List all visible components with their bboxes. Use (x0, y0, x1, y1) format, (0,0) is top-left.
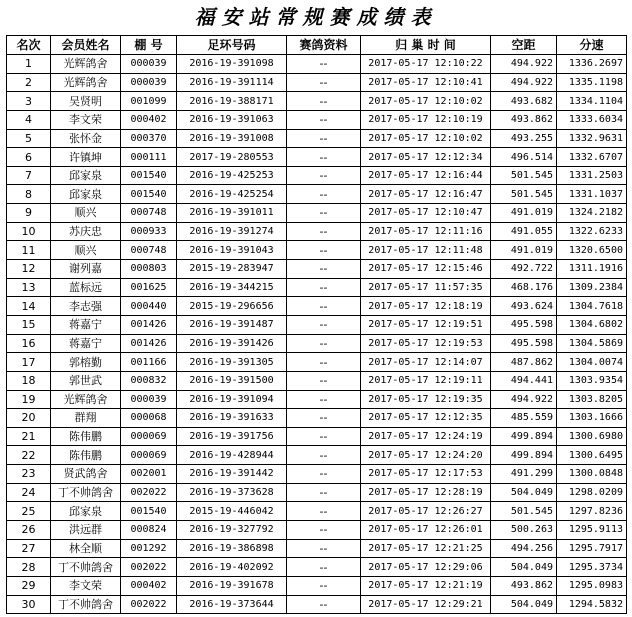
ring-number-cell: 2016-19-391043 (177, 241, 287, 260)
member-name-cell: 顺兴 (51, 241, 121, 260)
ring-number-cell: 2016-19-391094 (177, 390, 287, 409)
distance-cell: 495.598 (491, 334, 557, 353)
pigeon-info-cell: -- (287, 409, 361, 428)
speed-cell: 1295.7917 (557, 539, 627, 558)
table-row (7, 297, 627, 316)
table-row (7, 576, 627, 595)
table-row (7, 222, 627, 241)
distance-cell: 491.055 (491, 222, 557, 241)
speed-cell: 1303.8205 (557, 390, 627, 409)
distance-cell: 491.019 (491, 241, 557, 260)
rank-cell: 28 (7, 558, 51, 577)
member-name-cell: 谢列嘉 (51, 260, 121, 279)
speed-cell: 1311.1916 (557, 260, 627, 279)
distance-cell: 491.299 (491, 465, 557, 484)
pigeon-info-cell: -- (287, 222, 361, 241)
loft-number-cell: 000370 (121, 129, 177, 148)
arrival-time-cell: 2017-05-17 12:10:02 (361, 92, 491, 111)
speed-cell: 1303.1666 (557, 409, 627, 428)
loft-number-cell: 000039 (121, 390, 177, 409)
ring-number-cell: 2016-19-391426 (177, 334, 287, 353)
distance-cell: 495.598 (491, 315, 557, 334)
ring-number-cell: 2015-19-283947 (177, 260, 287, 279)
member-name-cell: 邱家泉 (51, 502, 121, 521)
arrival-time-cell: 2017-05-17 12:24:20 (361, 446, 491, 465)
ring-number-cell: 2016-19-391008 (177, 129, 287, 148)
loft-number-cell: 000039 (121, 73, 177, 92)
pigeon-info-cell: -- (287, 185, 361, 204)
header-loft-number: 棚 号 (121, 36, 177, 55)
table-row (7, 73, 627, 92)
distance-cell: 496.514 (491, 148, 557, 167)
arrival-time-cell: 2017-05-17 12:29:21 (361, 595, 491, 614)
speed-cell: 1336.2697 (557, 55, 627, 74)
distance-cell: 499.894 (491, 427, 557, 446)
arrival-time-cell: 2017-05-17 12:10:19 (361, 110, 491, 129)
loft-number-cell: 001166 (121, 353, 177, 372)
member-name-cell: 李文荣 (51, 576, 121, 595)
table-row (7, 92, 627, 111)
rank-cell: 2 (7, 73, 51, 92)
table-row (7, 521, 627, 540)
loft-number-cell: 000748 (121, 204, 177, 223)
table-row (7, 409, 627, 428)
arrival-time-cell: 2017-05-17 12:29:06 (361, 558, 491, 577)
pigeon-info-cell: -- (287, 558, 361, 577)
pigeon-info-cell: -- (287, 297, 361, 316)
arrival-time-cell: 2017-05-17 12:14:07 (361, 353, 491, 372)
distance-cell: 504.049 (491, 483, 557, 502)
rank-cell: 8 (7, 185, 51, 204)
speed-cell: 1335.1198 (557, 73, 627, 92)
member-name-cell: 贤武鸽舍 (51, 465, 121, 484)
distance-cell: 493.682 (491, 92, 557, 111)
loft-number-cell: 001292 (121, 539, 177, 558)
arrival-time-cell: 2017-05-17 12:19:11 (361, 371, 491, 390)
pigeon-info-cell: -- (287, 204, 361, 223)
rank-cell: 20 (7, 409, 51, 428)
member-name-cell: 邱家泉 (51, 185, 121, 204)
speed-cell: 1331.1037 (557, 185, 627, 204)
member-name-cell: 蒋嘉宁 (51, 334, 121, 353)
loft-number-cell: 000832 (121, 371, 177, 390)
arrival-time-cell: 2017-05-17 12:17:53 (361, 465, 491, 484)
speed-cell: 1295.0983 (557, 576, 627, 595)
pigeon-info-cell: -- (287, 446, 361, 465)
pigeon-info-cell: -- (287, 315, 361, 334)
pigeon-info-cell: -- (287, 278, 361, 297)
rank-cell: 10 (7, 222, 51, 241)
arrival-time-cell: 2017-05-17 12:21:19 (361, 576, 491, 595)
distance-cell: 501.545 (491, 502, 557, 521)
speed-cell: 1324.2182 (557, 204, 627, 223)
header-speed: 分速 (557, 36, 627, 55)
table-row (7, 558, 627, 577)
header-pigeon-info: 赛鸽资料 (287, 36, 361, 55)
ring-number-cell: 2016-19-344215 (177, 278, 287, 297)
member-name-cell: 群翔 (51, 409, 121, 428)
ring-number-cell: 2016-19-391274 (177, 222, 287, 241)
loft-number-cell: 000803 (121, 260, 177, 279)
pigeon-info-cell: -- (287, 55, 361, 74)
rank-cell: 11 (7, 241, 51, 260)
speed-cell: 1300.0848 (557, 465, 627, 484)
results-table (6, 35, 627, 614)
distance-cell: 501.545 (491, 166, 557, 185)
table-row (7, 390, 627, 409)
distance-cell: 499.894 (491, 446, 557, 465)
arrival-time-cell: 2017-05-17 12:26:27 (361, 502, 491, 521)
member-name-cell: 李志强 (51, 297, 121, 316)
rank-cell: 17 (7, 353, 51, 372)
pigeon-info-cell: -- (287, 148, 361, 167)
arrival-time-cell: 2017-05-17 12:28:19 (361, 483, 491, 502)
loft-number-cell: 002022 (121, 558, 177, 577)
member-name-cell: 陈伟鹏 (51, 446, 121, 465)
header-row (7, 36, 627, 55)
table-row (7, 315, 627, 334)
loft-number-cell: 000111 (121, 148, 177, 167)
arrival-time-cell: 2017-05-17 12:19:53 (361, 334, 491, 353)
table-row (7, 446, 627, 465)
member-name-cell: 光辉鸽舍 (51, 73, 121, 92)
pigeon-info-cell: -- (287, 92, 361, 111)
rank-cell: 15 (7, 315, 51, 334)
loft-number-cell: 002022 (121, 595, 177, 614)
table-row (7, 353, 627, 372)
distance-cell: 485.559 (491, 409, 557, 428)
speed-cell: 1304.0074 (557, 353, 627, 372)
table-row (7, 371, 627, 390)
header-arrival-time: 归 巢 时 间 (361, 36, 491, 55)
speed-cell: 1297.8236 (557, 502, 627, 521)
pigeon-info-cell: -- (287, 260, 361, 279)
rank-cell: 6 (7, 148, 51, 167)
header-member-name: 会员姓名 (51, 36, 121, 55)
pigeon-info-cell: -- (287, 73, 361, 92)
table-row (7, 334, 627, 353)
arrival-time-cell: 2017-05-17 12:12:35 (361, 409, 491, 428)
distance-cell: 494.922 (491, 390, 557, 409)
rank-cell: 21 (7, 427, 51, 446)
loft-number-cell: 000402 (121, 110, 177, 129)
arrival-time-cell: 2017-05-17 12:19:51 (361, 315, 491, 334)
rank-cell: 14 (7, 297, 51, 316)
member-name-cell: 郭世武 (51, 371, 121, 390)
arrival-time-cell: 2017-05-17 12:10:02 (361, 129, 491, 148)
ring-number-cell: 2016-19-386898 (177, 539, 287, 558)
header-rank: 名次 (7, 36, 51, 55)
table-row (7, 166, 627, 185)
speed-cell: 1332.9631 (557, 129, 627, 148)
pigeon-info-cell: -- (287, 353, 361, 372)
distance-cell: 491.019 (491, 204, 557, 223)
rank-cell: 3 (7, 92, 51, 111)
loft-number-cell: 000069 (121, 427, 177, 446)
ring-number-cell: 2016-19-391305 (177, 353, 287, 372)
distance-cell: 500.263 (491, 521, 557, 540)
speed-cell: 1331.2503 (557, 166, 627, 185)
arrival-time-cell: 2017-05-17 12:18:19 (361, 297, 491, 316)
member-name-cell: 李文荣 (51, 110, 121, 129)
loft-number-cell: 001540 (121, 185, 177, 204)
table-row (7, 595, 627, 614)
member-name-cell: 郭榕勤 (51, 353, 121, 372)
arrival-time-cell: 2017-05-17 11:57:35 (361, 278, 491, 297)
ring-number-cell: 2016-19-391756 (177, 427, 287, 446)
distance-cell: 494.256 (491, 539, 557, 558)
loft-number-cell: 000402 (121, 576, 177, 595)
rank-cell: 19 (7, 390, 51, 409)
ring-number-cell: 2016-19-402092 (177, 558, 287, 577)
member-name-cell: 张怀金 (51, 129, 121, 148)
distance-cell: 494.922 (491, 55, 557, 74)
table-row (7, 55, 627, 74)
rank-cell: 9 (7, 204, 51, 223)
page-title: 福安站常规赛成绩表 (194, 5, 438, 29)
ring-number-cell: 2016-19-391633 (177, 409, 287, 428)
rank-cell: 5 (7, 129, 51, 148)
table-row (7, 465, 627, 484)
table-row (7, 278, 627, 297)
speed-cell: 1334.1104 (557, 92, 627, 111)
ring-number-cell: 2016-19-425254 (177, 185, 287, 204)
loft-number-cell: 001625 (121, 278, 177, 297)
ring-number-cell: 2016-19-327792 (177, 521, 287, 540)
distance-cell: 501.545 (491, 185, 557, 204)
table-row (7, 148, 627, 167)
arrival-time-cell: 2017-05-17 12:16:47 (361, 185, 491, 204)
ring-number-cell: 2016-19-391114 (177, 73, 287, 92)
speed-cell: 1294.5832 (557, 595, 627, 614)
rank-cell: 22 (7, 446, 51, 465)
pigeon-info-cell: -- (287, 390, 361, 409)
distance-cell: 468.176 (491, 278, 557, 297)
arrival-time-cell: 2017-05-17 12:11:16 (361, 222, 491, 241)
speed-cell: 1333.6034 (557, 110, 627, 129)
speed-cell: 1304.7618 (557, 297, 627, 316)
distance-cell: 487.862 (491, 353, 557, 372)
header-ring-number: 足环号码 (177, 36, 287, 55)
speed-cell: 1304.5869 (557, 334, 627, 353)
pigeon-info-cell: -- (287, 502, 361, 521)
arrival-time-cell: 2017-05-17 12:11:48 (361, 241, 491, 260)
pigeon-info-cell: -- (287, 576, 361, 595)
arrival-time-cell: 2017-05-17 12:19:35 (361, 390, 491, 409)
table-row (7, 185, 627, 204)
distance-cell: 493.624 (491, 297, 557, 316)
arrival-time-cell: 2017-05-17 12:26:01 (361, 521, 491, 540)
rank-cell: 26 (7, 521, 51, 540)
distance-cell: 492.722 (491, 260, 557, 279)
arrival-time-cell: 2017-05-17 12:10:47 (361, 204, 491, 223)
loft-number-cell: 001540 (121, 166, 177, 185)
rank-cell: 27 (7, 539, 51, 558)
loft-number-cell: 001099 (121, 92, 177, 111)
distance-cell: 493.255 (491, 129, 557, 148)
loft-number-cell: 000824 (121, 521, 177, 540)
rank-cell: 1 (7, 55, 51, 74)
arrival-time-cell: 2017-05-17 12:10:22 (361, 55, 491, 74)
ring-number-cell: 2015-19-296656 (177, 297, 287, 316)
pigeon-info-cell: -- (287, 166, 361, 185)
table-row (7, 539, 627, 558)
distance-cell: 493.862 (491, 576, 557, 595)
member-name-cell: 丁不帅鸽舍 (51, 558, 121, 577)
speed-cell: 1332.6707 (557, 148, 627, 167)
speed-cell: 1320.6500 (557, 241, 627, 260)
loft-number-cell: 002001 (121, 465, 177, 484)
ring-number-cell: 2015-19-446042 (177, 502, 287, 521)
member-name-cell: 丁不帅鸽舍 (51, 483, 121, 502)
table-row (7, 427, 627, 446)
ring-number-cell: 2016-19-391063 (177, 110, 287, 129)
pigeon-info-cell: -- (287, 595, 361, 614)
ring-number-cell: 2016-19-391098 (177, 55, 287, 74)
ring-number-cell: 2017-19-280553 (177, 148, 287, 167)
speed-cell: 1322.6233 (557, 222, 627, 241)
ring-number-cell: 2016-19-388171 (177, 92, 287, 111)
member-name-cell: 顺兴 (51, 204, 121, 223)
table-row (7, 204, 627, 223)
ring-number-cell: 2016-19-391500 (177, 371, 287, 390)
speed-cell: 1298.0209 (557, 483, 627, 502)
distance-cell: 504.049 (491, 595, 557, 614)
member-name-cell: 林全顺 (51, 539, 121, 558)
loft-number-cell: 000933 (121, 222, 177, 241)
rank-cell: 16 (7, 334, 51, 353)
loft-number-cell: 000039 (121, 55, 177, 74)
pigeon-info-cell: -- (287, 371, 361, 390)
distance-cell: 494.441 (491, 371, 557, 390)
header-distance: 空距 (491, 36, 557, 55)
rank-cell: 12 (7, 260, 51, 279)
member-name-cell: 苏庆忠 (51, 222, 121, 241)
member-name-cell: 吴贤明 (51, 92, 121, 111)
loft-number-cell: 001426 (121, 315, 177, 334)
loft-number-cell: 000440 (121, 297, 177, 316)
member-name-cell: 光辉鸽舍 (51, 390, 121, 409)
ring-number-cell: 2016-19-391678 (177, 576, 287, 595)
pigeon-info-cell: -- (287, 129, 361, 148)
member-name-cell: 丁不帅鸽舍 (51, 595, 121, 614)
member-name-cell: 洪远群 (51, 521, 121, 540)
ring-number-cell: 2016-19-373628 (177, 483, 287, 502)
loft-number-cell: 001540 (121, 502, 177, 521)
loft-number-cell: 000748 (121, 241, 177, 260)
pigeon-info-cell: -- (287, 483, 361, 502)
member-name-cell: 蒋嘉宁 (51, 315, 121, 334)
speed-cell: 1300.6495 (557, 446, 627, 465)
pigeon-info-cell: -- (287, 241, 361, 260)
loft-number-cell: 000069 (121, 446, 177, 465)
table-row (7, 502, 627, 521)
ring-number-cell: 2016-19-391011 (177, 204, 287, 223)
table-row (7, 483, 627, 502)
rank-cell: 30 (7, 595, 51, 614)
arrival-time-cell: 2017-05-17 12:12:34 (361, 148, 491, 167)
loft-number-cell: 001426 (121, 334, 177, 353)
table-row (7, 110, 627, 129)
ring-number-cell: 2016-19-391442 (177, 465, 287, 484)
loft-number-cell: 002022 (121, 483, 177, 502)
rank-cell: 25 (7, 502, 51, 521)
ring-number-cell: 2016-19-425253 (177, 166, 287, 185)
table-row (7, 129, 627, 148)
table-row (7, 260, 627, 279)
speed-cell: 1295.9113 (557, 521, 627, 540)
rank-cell: 24 (7, 483, 51, 502)
rank-cell: 13 (7, 278, 51, 297)
distance-cell: 504.049 (491, 558, 557, 577)
pigeon-info-cell: -- (287, 539, 361, 558)
pigeon-info-cell: -- (287, 521, 361, 540)
distance-cell: 493.862 (491, 110, 557, 129)
rank-cell: 29 (7, 576, 51, 595)
loft-number-cell: 000068 (121, 409, 177, 428)
member-name-cell: 邱家泉 (51, 166, 121, 185)
ring-number-cell: 2016-19-373644 (177, 595, 287, 614)
rank-cell: 7 (7, 166, 51, 185)
rank-cell: 4 (7, 110, 51, 129)
pigeon-info-cell: -- (287, 427, 361, 446)
pigeon-info-cell: -- (287, 465, 361, 484)
member-name-cell: 蓝标远 (51, 278, 121, 297)
speed-cell: 1303.9354 (557, 371, 627, 390)
member-name-cell: 许镇坤 (51, 148, 121, 167)
arrival-time-cell: 2017-05-17 12:24:19 (361, 427, 491, 446)
ring-number-cell: 2016-19-428944 (177, 446, 287, 465)
table-row (7, 241, 627, 260)
speed-cell: 1295.3734 (557, 558, 627, 577)
arrival-time-cell: 2017-05-17 12:16:44 (361, 166, 491, 185)
rank-cell: 18 (7, 371, 51, 390)
arrival-time-cell: 2017-05-17 12:21:25 (361, 539, 491, 558)
pigeon-info-cell: -- (287, 110, 361, 129)
speed-cell: 1309.2384 (557, 278, 627, 297)
distance-cell: 494.922 (491, 73, 557, 92)
ring-number-cell: 2016-19-391487 (177, 315, 287, 334)
member-name-cell: 陈伟鹏 (51, 427, 121, 446)
pigeon-info-cell: -- (287, 334, 361, 353)
arrival-time-cell: 2017-05-17 12:15:46 (361, 260, 491, 279)
rank-cell: 23 (7, 465, 51, 484)
speed-cell: 1300.6980 (557, 427, 627, 446)
member-name-cell: 光辉鸽舍 (51, 55, 121, 74)
speed-cell: 1304.6802 (557, 315, 627, 334)
arrival-time-cell: 2017-05-17 12:10:41 (361, 73, 491, 92)
